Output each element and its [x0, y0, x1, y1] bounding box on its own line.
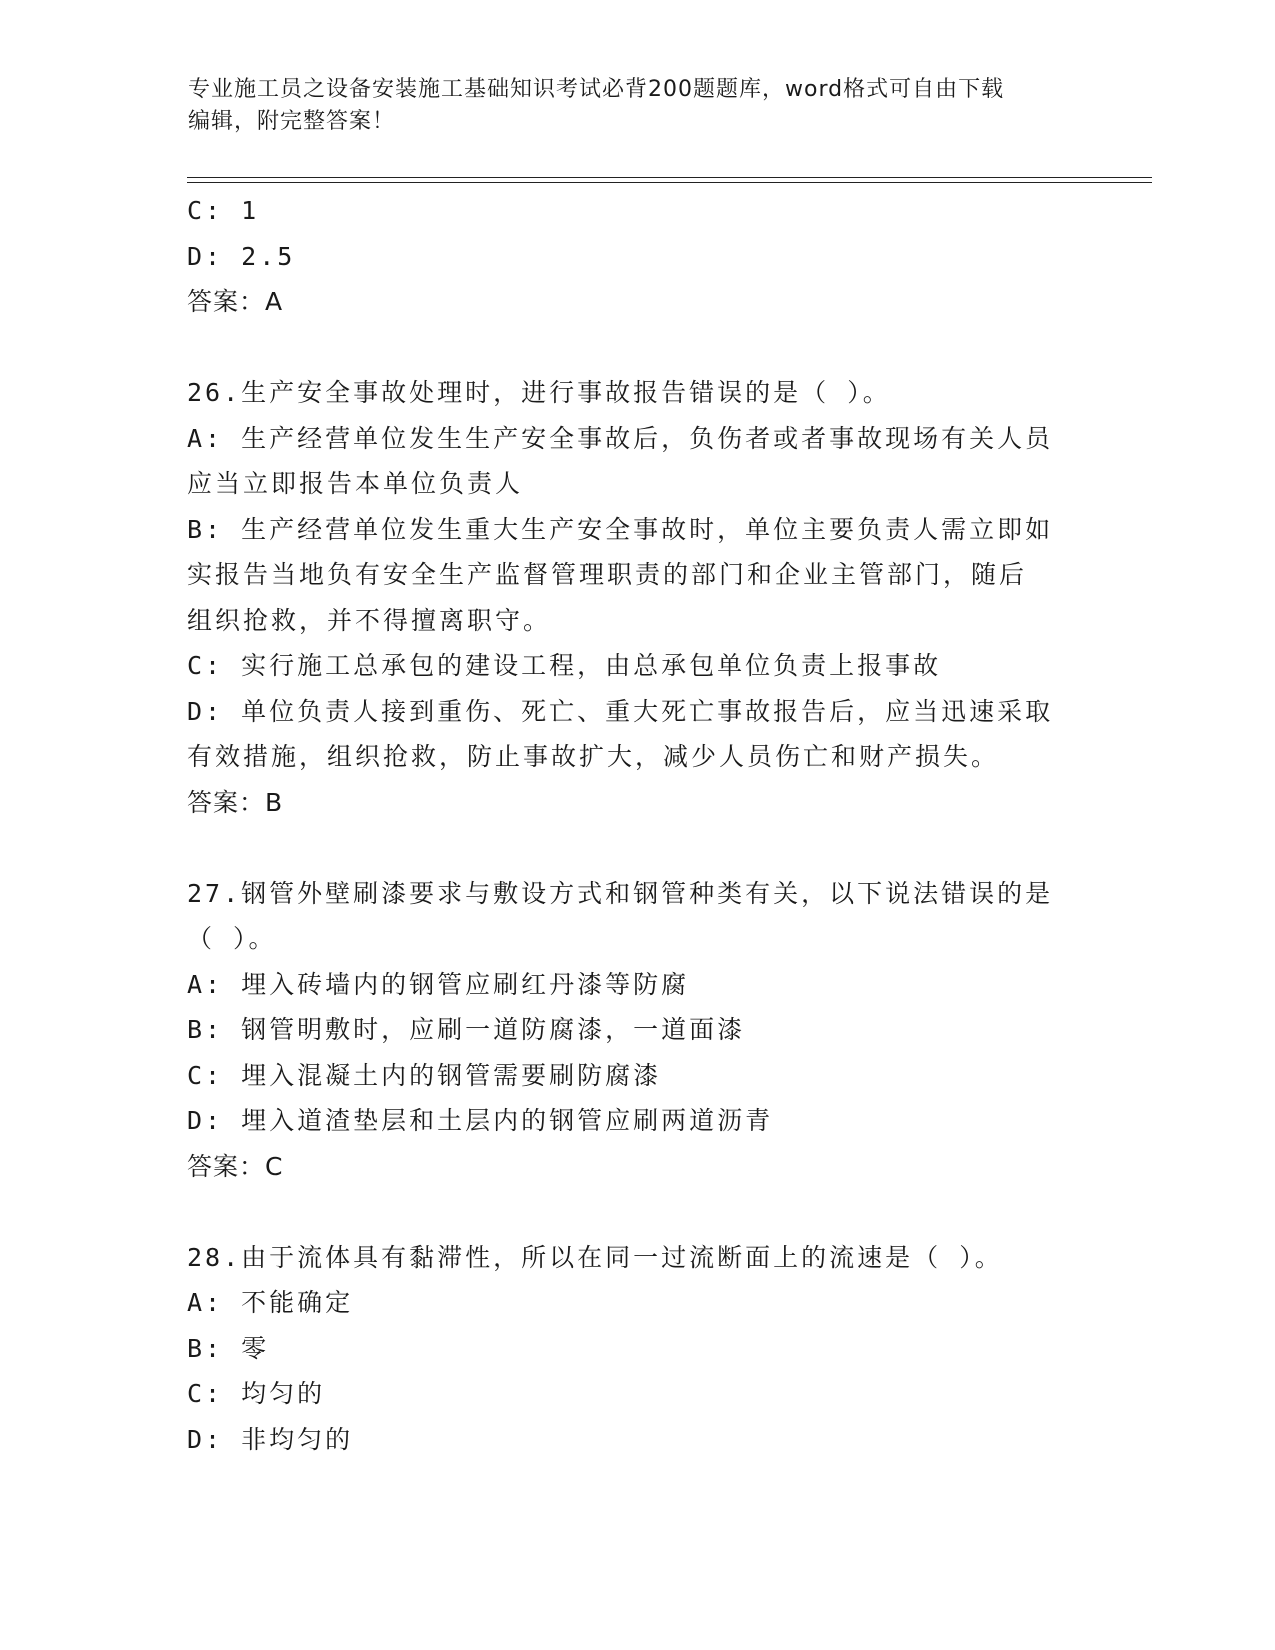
answer: 答案：C	[187, 1151, 284, 1181]
option-c: C: 均匀的	[187, 1379, 326, 1408]
option-d: D: 非均匀的	[187, 1424, 354, 1454]
header-title-line2: 编辑，附完整答案！	[188, 109, 396, 134]
page-header	[188, 74, 1088, 138]
option-b: B: 生产经营单位发生重大生产安全事故时，单位主要负责人需立即如	[187, 514, 1054, 544]
option-a-cont: 应当立即报告本单位负责人	[187, 469, 524, 498]
header-title-line1: 专业施工员之设备安装施工基础知识考试必背200题题库，word格式可自由下载	[188, 77, 1005, 102]
option-c: C: 1	[187, 196, 260, 225]
answer: 答案：B	[187, 787, 284, 817]
question-text: 26.生产安全事故处理时，进行事故报告错误的是（ ）。	[187, 378, 891, 407]
question-text-cont: （ ）。	[187, 924, 277, 953]
option-a: A: 埋入砖墙内的钢管应刷红丹漆等防腐	[187, 969, 690, 999]
option-d: D: 单位负责人接到重伤、死亡、重大死亡事故报告后，应当迅速采取	[187, 696, 1054, 726]
spacer	[187, 825, 1087, 871]
document-body	[187, 188, 1087, 1462]
option-a: A: 生产经营单位发生生产安全事故后，负伤者或者事故现场有关人员	[187, 423, 1054, 453]
option-b: B: 钢管明敷时，应刷一道防腐漆，一道面漆	[187, 1015, 746, 1044]
option-c: C: 实行施工总承包的建设工程，由总承包单位负责上报事故	[187, 651, 942, 680]
spacer	[187, 1189, 1087, 1235]
question-text: 27.钢管外壁刷漆要求与敷设方式和钢管种类有关，以下说法错误的是	[187, 878, 1054, 908]
spacer	[187, 325, 1087, 371]
option-b: B: 零	[187, 1333, 270, 1363]
question-28	[187, 1235, 1087, 1463]
option-b-cont: 实报告当地负有安全生产监督管理职责的部门和企业主管部门，随后	[187, 560, 1028, 589]
header-double-rule	[187, 177, 1152, 183]
question-27	[187, 871, 1087, 1190]
option-d: D: 2.5	[187, 241, 296, 271]
option-a: A: 不能确定	[187, 1288, 354, 1317]
prev-question-tail	[187, 188, 1087, 325]
question-text: 28.由于流体具有黏滞性，所以在同一过流断面上的流速是（ ）。	[187, 1242, 1003, 1272]
option-b-cont: 组织抢救，并不得擅离职守。	[187, 605, 552, 635]
option-d: D: 埋入道渣垫层和土层内的钢管应刷两道沥青	[187, 1106, 774, 1135]
question-26	[187, 370, 1087, 825]
option-d-cont: 有效措施，组织抢救，防止事故扩大，减少人员伤亡和财产损失。	[187, 742, 1000, 771]
option-c: C: 埋入混凝土内的钢管需要刷防腐漆	[187, 1060, 662, 1090]
answer: 答案：A	[187, 287, 284, 316]
